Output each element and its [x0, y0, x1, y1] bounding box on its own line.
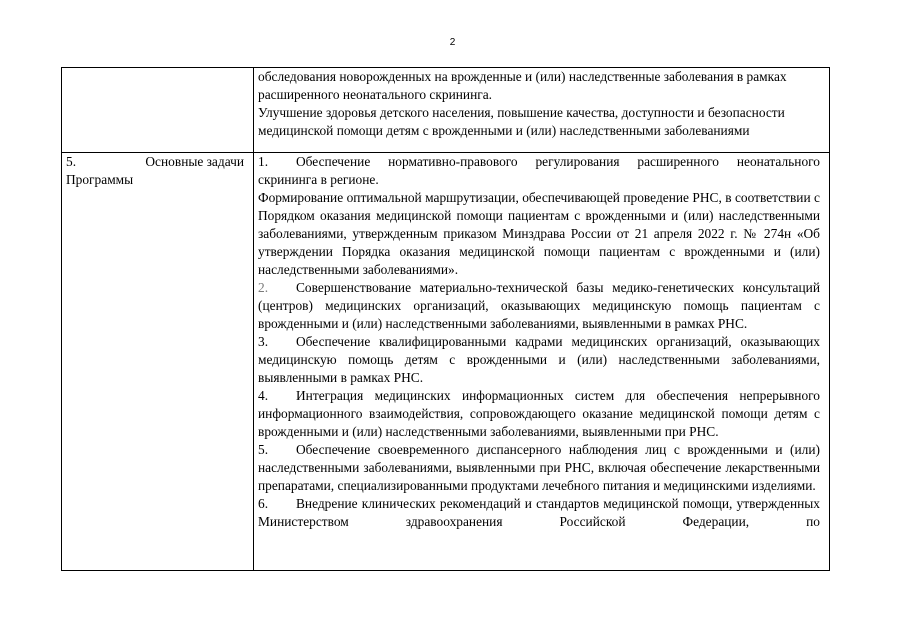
- task-number: 6.: [258, 496, 269, 511]
- task-text: Обеспечение своевременного диспансерного наблюдения лиц с врожденными и (или) наследственными заболеваниями, выявленными при РНС, включая обеспечение лекарственными препаратами, специализированными продуктами лечебного питания и медицинскими изделиями.: [258, 442, 820, 493]
- goal-paragraph-2: Улучшение здоровья детского населения, повышение качества, доступности и безопасности медицинской помощи детям с врожденными и (или) наследственными заболеваниями: [258, 105, 785, 138]
- goal-paragraph-1: обследования новорожденных на врожденные и (или) наследственные заболевания в рамках расширенного неонатального скрининга.: [258, 69, 787, 102]
- row-content-cell: [254, 68, 830, 153]
- page-number: 2: [449, 37, 456, 48]
- task-text: Внедрение клинических рекомендаций и стандартов медицинской помощи, утвержденных Министерством здравоохранения Российской Федерации, по: [258, 496, 820, 529]
- table-row: [62, 68, 830, 153]
- task-number: 5.: [258, 442, 269, 457]
- task-item-6: [258, 495, 820, 531]
- task-item-3: [258, 333, 820, 387]
- task-text: Обеспечение квалифицированными кадрами медицинских организаций, оказывающих медицинскую помощь детям с врожденными и (или) наследственными заболеваниями, выявленными в рамках РНС.: [258, 334, 820, 385]
- task-item-2: [258, 279, 820, 333]
- task-text: Совершенствование материально-технической базы медико-генетических консультаций (центров) медицинских организаций, оказывающих медицинскую помощь пациентам с врожденными и (или) наследственными заболеваниями, выявленными в рамках РНС.: [258, 280, 820, 331]
- task-item-4: [258, 387, 820, 441]
- row-label-cell: [62, 153, 254, 571]
- row-label-number: 5.: [66, 154, 77, 169]
- program-passport-table: [61, 67, 830, 571]
- task-number: 2.: [258, 280, 269, 295]
- task-item-1: [258, 153, 820, 189]
- tasks-content-cell: [254, 153, 830, 571]
- row-label-cell: [62, 68, 254, 153]
- task-number: 3.: [258, 334, 269, 349]
- task-number: 1.: [258, 154, 269, 169]
- row-label-line: [66, 153, 244, 171]
- task-item-1-continued: [258, 189, 820, 279]
- task-text: Интеграция медицинских информационных систем для обеспечения непрерывного информационного взаимодействия, сопровождающего оказание медицинской помощи детям с врожденными и (или) наследственными заболеваниями, выявленными при РНС.: [258, 388, 820, 439]
- task-item-5: [258, 441, 820, 495]
- task-text: Формирование оптимальной маршрутизации, обеспечивающей проведение РНС, в соответствии с Порядком оказания медицинской помощи пациентам с врожденными и (или) наследственными заболеваниями, утвержденным приказом Минздрава России от 21 апреля 2022 г. № 274н «Об утверждении Порядка оказания медицинской помощи пациентам с врожденными и (или) наследственными заболеваниями».: [258, 190, 820, 277]
- task-text: Обеспечение нормативно-правового регулирования расширенного неонатального скрининга в регионе.: [258, 154, 820, 187]
- row-label-title-continued: Программы: [66, 172, 134, 187]
- row-label-title: Основные задачи: [145, 154, 244, 169]
- table-row: [62, 153, 830, 571]
- task-number: 4.: [258, 388, 269, 403]
